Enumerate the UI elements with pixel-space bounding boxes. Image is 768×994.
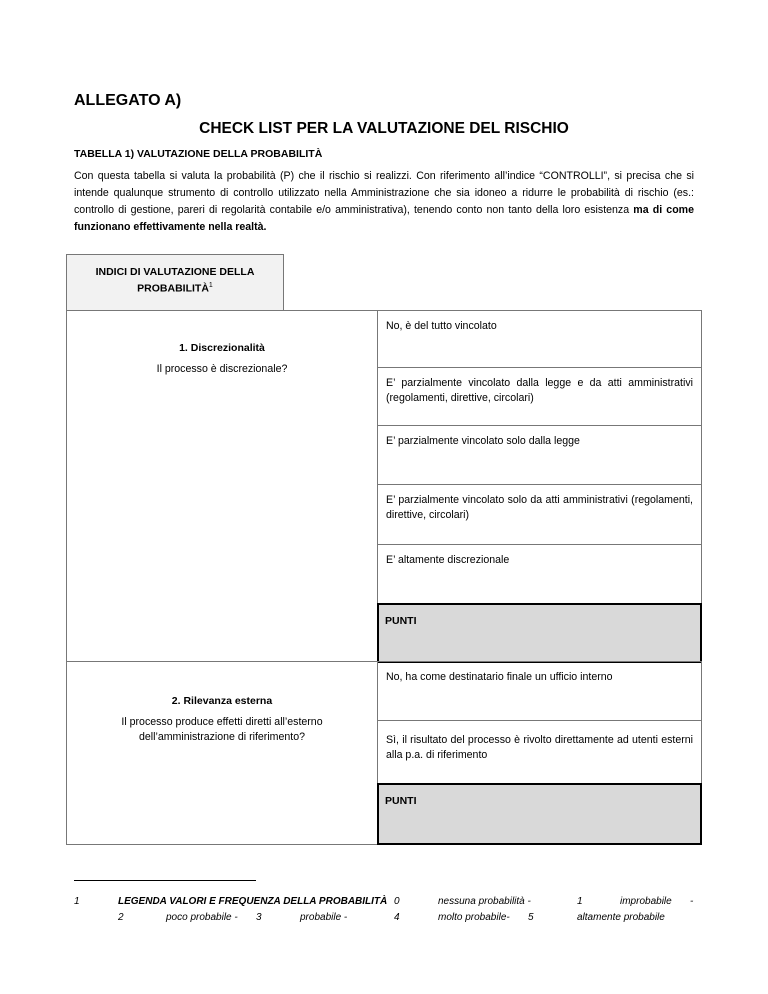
intro-text: Con questa tabella si valuta la probabilità (P) che il rischio si realizzi. Con riferimento all’indice “CONTROLLI”, si precisa che si intende qualunque strumento di controllo utilizzato nella Amministrazione che sia idoneo a ridurre le probabilità di rischio (es.: controllo di gestione, pareri di regolarità contabile e/o amministrativa), tenendo conto non tanto della loro esistenza	[74, 170, 694, 216]
q2-question: Il processo produce effetti diretti all’esterno dell’amministrazione di riferimento?	[121, 716, 323, 743]
q2-option-1-label: No, ha come destinatario finale un ufficio interno	[386, 671, 613, 683]
footnote-r2d: probabile -	[300, 912, 348, 923]
q1-option-1[interactable]	[377, 310, 702, 368]
footnote-separator	[74, 880, 256, 881]
q2-left-cell	[66, 661, 378, 845]
q2-title: 2. Rilevanza esterna	[171, 695, 273, 707]
q1-option-3-label: E’ parzialmente vincolato solo dalla legge	[386, 435, 580, 447]
header-label: INDICI DI VALUTAZIONE DELLA PROBABILITÀ	[95, 266, 255, 295]
q2-option-1[interactable]	[377, 661, 702, 721]
q2-punti-label: PUNTI	[385, 795, 417, 807]
footnote-c1: 0	[394, 896, 400, 907]
footnote-r2e: 4	[394, 912, 400, 923]
allegato-heading: ALLEGATO A)	[74, 92, 182, 109]
q1-question: Il processo è discrezionale?	[156, 363, 288, 375]
q2-punti-field[interactable]	[377, 783, 702, 845]
page-title: CHECK LIST PER LA VALUTAZIONE DEL RISCHIO	[199, 120, 569, 137]
q1-punti-label: PUNTI	[385, 615, 417, 627]
footnote-r2c: 3	[256, 912, 262, 923]
footnote-ref[interactable]: 1	[208, 282, 213, 289]
q1-option-1-label: No, è del tutto vincolato	[386, 320, 497, 332]
q1-title: 1. Discrezionalità	[179, 342, 265, 354]
intro-paragraph	[74, 168, 694, 236]
q2-option-2-label: Sì, il risultato del processo è rivolto direttamente ad utenti esterni alla p.a. di riferimento	[386, 734, 693, 761]
footnote-number: 1	[74, 896, 80, 907]
intro-bold-text: ma di come funzionano effettivamente nella realtà.	[74, 204, 694, 233]
q1-option-4[interactable]	[377, 484, 702, 545]
table-title: TABELLA 1) VALUTAZIONE DELLA PROBABILITÀ	[74, 148, 323, 160]
footnote-r2f: molto probabile-	[438, 912, 510, 923]
header-box	[66, 254, 284, 310]
footnote-c3: 1	[577, 896, 583, 907]
q1-option-2-label: E’ parzialmente vincolato dalla legge e da atti amministrativi (regolamenti, direttive, circolari)	[386, 377, 693, 404]
q2-option-2[interactable]	[377, 720, 702, 784]
q1-option-5-label: E’ altamente discrezionale	[386, 554, 510, 566]
footnote-r2g: 5	[528, 912, 534, 923]
q1-option-5[interactable]	[377, 544, 702, 604]
q1-option-4-label: E’ parzialmente vincolato solo da atti amministrativi (regolamenti, direttive, circolari)	[386, 494, 693, 521]
footnote-c4: improbabile	[620, 896, 672, 907]
q1-option-3[interactable]	[377, 425, 702, 485]
footnote-r2h: altamente probabile	[577, 912, 665, 923]
footnote-legend: LEGENDA VALORI E FREQUENZA DELLA PROBABILITÀ	[118, 896, 388, 907]
q1-option-2[interactable]	[377, 367, 702, 426]
footnote-c2: nessuna probabilità -	[438, 896, 531, 907]
q1-punti-field[interactable]	[377, 603, 702, 663]
footnote-r2b: poco probabile -	[166, 912, 238, 923]
footnote-r2a: 2	[118, 912, 124, 923]
footnote-c5: -	[690, 896, 694, 907]
